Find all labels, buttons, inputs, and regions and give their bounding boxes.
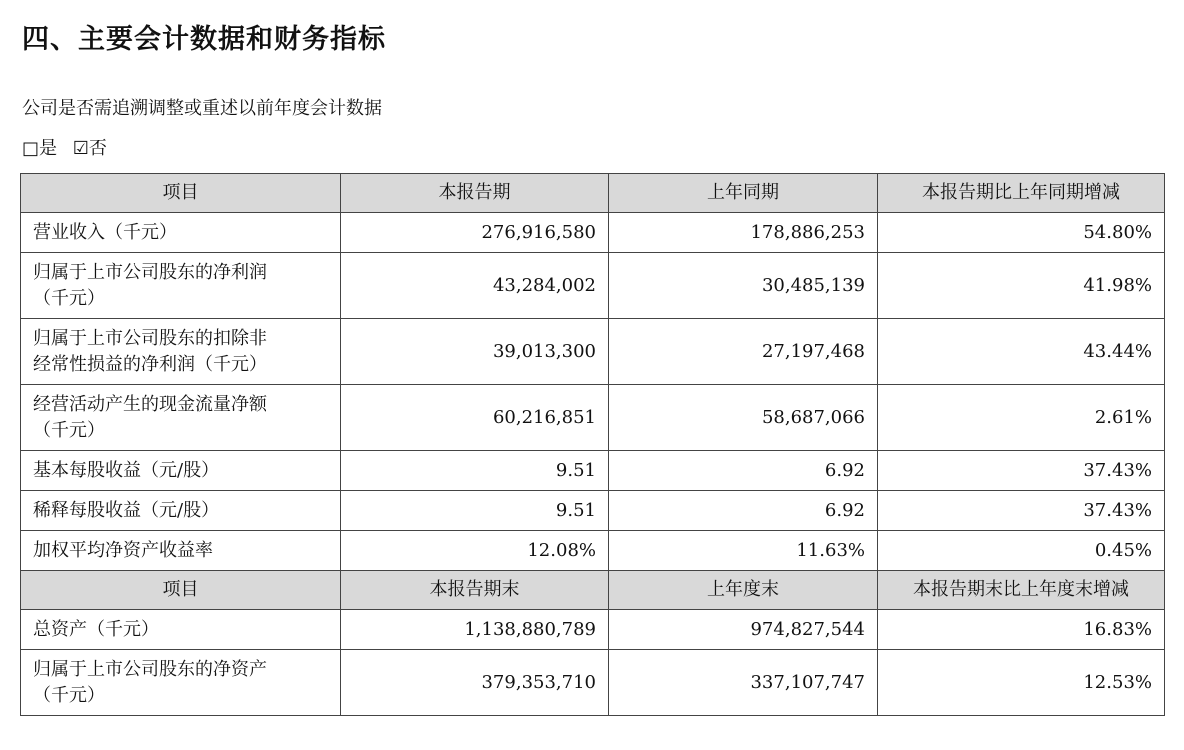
row-label: 加权平均净资产收益率 bbox=[21, 531, 341, 571]
current-period-value: 276,916,580 bbox=[341, 213, 609, 253]
table-row bbox=[21, 213, 1165, 253]
prior-period-value: 6.92 bbox=[609, 491, 878, 531]
row-label: 稀释每股收益（元/股） bbox=[21, 491, 341, 531]
restatement-no-option: ☑否 bbox=[72, 138, 107, 159]
row-label: 经营活动产生的现金流量净额 （千元） bbox=[21, 385, 341, 451]
header-change: 本报告期比上年同期增减 bbox=[878, 174, 1165, 213]
change-value: 12.53% bbox=[878, 650, 1165, 716]
table-row bbox=[21, 491, 1165, 531]
header-item: 项目 bbox=[21, 571, 341, 610]
prior-period-value: 30,485,139 bbox=[609, 253, 878, 319]
change-value: 0.45% bbox=[878, 531, 1165, 571]
current-period-value: 9.51 bbox=[341, 451, 609, 491]
prior-period-value: 178,886,253 bbox=[609, 213, 878, 253]
current-period-value: 43,284,002 bbox=[341, 253, 609, 319]
change-value: 16.83% bbox=[878, 610, 1165, 650]
current-period-value: 60,216,851 bbox=[341, 385, 609, 451]
table-row bbox=[21, 385, 1165, 451]
prior-period-value: 11.63% bbox=[609, 531, 878, 571]
current-period-value: 12.08% bbox=[341, 531, 609, 571]
restatement-yes-option: □是 bbox=[22, 138, 58, 159]
prior-period-value: 337,107,747 bbox=[609, 650, 878, 716]
header-item: 项目 bbox=[21, 174, 341, 213]
change-value: 2.61% bbox=[878, 385, 1165, 451]
current-period-value: 1,138,880,789 bbox=[341, 610, 609, 650]
current-period-value: 9.51 bbox=[341, 491, 609, 531]
prior-period-value: 27,197,468 bbox=[609, 319, 878, 385]
table-header-row bbox=[21, 571, 1165, 610]
row-label: 归属于上市公司股东的扣除非 经常性损益的净利润（千元） bbox=[21, 319, 341, 385]
table-row bbox=[21, 531, 1165, 571]
row-label: 归属于上市公司股东的净资产 （千元） bbox=[21, 650, 341, 716]
change-value: 54.80% bbox=[878, 213, 1165, 253]
table-row bbox=[21, 319, 1165, 385]
key-financial-data-table bbox=[20, 173, 1165, 716]
header-current-period: 本报告期末 bbox=[341, 571, 609, 610]
header-current-period: 本报告期 bbox=[341, 174, 609, 213]
table-row bbox=[21, 253, 1165, 319]
row-label: 归属于上市公司股东的净利润 （千元） bbox=[21, 253, 341, 319]
prior-period-value: 6.92 bbox=[609, 451, 878, 491]
change-value: 37.43% bbox=[878, 451, 1165, 491]
table-row bbox=[21, 610, 1165, 650]
row-label: 营业收入（千元） bbox=[21, 213, 341, 253]
current-period-value: 379,353,710 bbox=[341, 650, 609, 716]
table-row bbox=[21, 451, 1165, 491]
prior-period-value: 974,827,544 bbox=[609, 610, 878, 650]
change-value: 41.98% bbox=[878, 253, 1165, 319]
restatement-options bbox=[22, 136, 107, 162]
section-title: 四、主要会计数据和财务指标 bbox=[22, 24, 386, 55]
row-label: 基本每股收益（元/股） bbox=[21, 451, 341, 491]
header-prior-period: 上年同期 bbox=[609, 174, 878, 213]
prior-period-value: 58,687,066 bbox=[609, 385, 878, 451]
header-change: 本报告期末比上年度末增减 bbox=[878, 571, 1165, 610]
table-row bbox=[21, 650, 1165, 716]
header-prior-period: 上年度末 bbox=[609, 571, 878, 610]
current-period-value: 39,013,300 bbox=[341, 319, 609, 385]
table-header-row bbox=[21, 174, 1165, 213]
change-value: 37.43% bbox=[878, 491, 1165, 531]
restatement-question: 公司是否需追溯调整或重述以前年度会计数据 bbox=[22, 98, 382, 119]
change-value: 43.44% bbox=[878, 319, 1165, 385]
row-label: 总资产（千元） bbox=[21, 610, 341, 650]
